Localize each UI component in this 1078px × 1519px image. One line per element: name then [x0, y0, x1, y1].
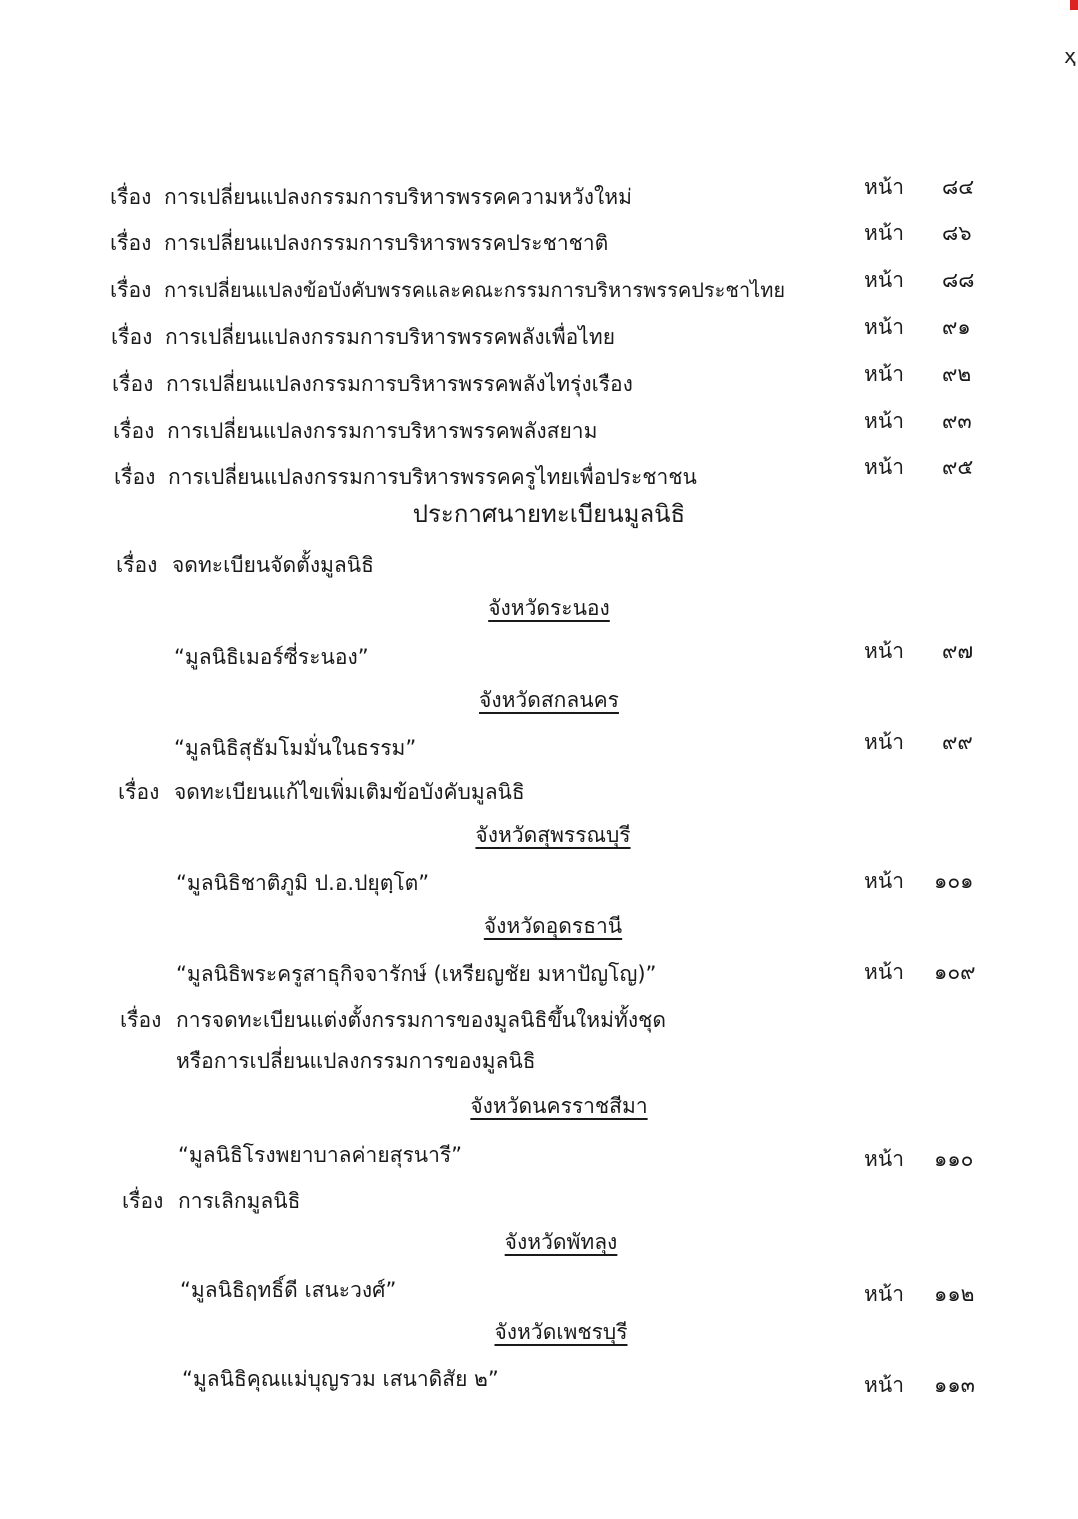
- page-number: ๘๔: [942, 175, 975, 199]
- notice-label: เรื่อง: [112, 372, 154, 396]
- page-number: ๘๘: [942, 268, 975, 292]
- entry-title: “มูลนิธิเมอร์ซี่ระนอง”: [174, 645, 369, 669]
- notice-title: การเปลี่ยนแปลงกรรมการบริหารพรรคประชาชาติ: [164, 231, 609, 255]
- page-label: หน้า: [864, 455, 904, 479]
- subject-row: [0, 548, 1078, 582]
- notice-label: เรื่อง: [110, 185, 152, 209]
- subject-row: [0, 1184, 1078, 1218]
- subject-label: เรื่อง: [118, 780, 160, 804]
- province-heading: [0, 1226, 1078, 1258]
- corner-mark: [1070, 0, 1078, 10]
- notice-label: เรื่อง: [110, 231, 152, 255]
- page-label: หน้า: [864, 730, 904, 754]
- entry-row: [0, 731, 1078, 765]
- entry-row: [0, 866, 1078, 900]
- province-name: จังหวัดอุดรธานี: [483, 914, 623, 938]
- notice-title: การเปลี่ยนแปลงกรรมการบริหารพรรคพลังสยาม: [167, 419, 598, 443]
- notice-row: [0, 221, 1078, 260]
- page-label: หน้า: [864, 869, 904, 893]
- province-name: จังหวัดระนอง: [488, 596, 610, 620]
- province-name: จังหวัดนครราชสีมา: [470, 1094, 648, 1118]
- subject-title: การเลิกมูลนิธิ: [178, 1189, 301, 1213]
- province-heading: [0, 819, 1078, 851]
- notice-title: การเปลี่ยนแปลงกรรมการบริหารพรรคความหวังใหม่: [164, 185, 632, 209]
- entry-row: [0, 1273, 1078, 1307]
- province-heading: [0, 684, 1078, 716]
- subject-title-continued: หรือการเปลี่ยนแปลงกรรมการของมูลนิธิ: [176, 1049, 536, 1073]
- page-number: ๑๑๒: [934, 1282, 975, 1306]
- page-label: หน้า: [864, 268, 904, 292]
- page-number: ๙๓: [942, 409, 972, 433]
- page-label: หน้า: [864, 315, 904, 339]
- entry-title: “มูลนิธิฤทธิ์ดี เสนะวงศ์”: [180, 1278, 397, 1302]
- subject-label: เรื่อง: [122, 1189, 164, 1213]
- page-number: ๑๐๙: [934, 960, 976, 984]
- province-heading: [0, 1090, 1078, 1122]
- notice-row: [0, 409, 1078, 448]
- entry-row: [0, 957, 1078, 991]
- province-heading: [0, 592, 1078, 624]
- notice-title: การเปลี่ยนแปลงข้อบังคับพรรคและคณะกรรมการบริหารพรรคประชาไทย: [164, 278, 786, 302]
- notice-row: [0, 362, 1078, 401]
- page-label: หน้า: [864, 1282, 904, 1306]
- page-label: หน้า: [864, 639, 904, 663]
- subject-row: [0, 775, 1078, 809]
- page-number: ๘๖: [942, 221, 972, 245]
- notice-row: [0, 315, 1078, 354]
- page-label: หน้า: [864, 409, 904, 433]
- province-heading: [0, 1316, 1078, 1348]
- province-name: จังหวัดสกลนคร: [479, 688, 619, 712]
- notice-row: [0, 268, 1078, 307]
- page-number: ๙๙: [942, 730, 973, 754]
- entry-title: “มูลนิธิโรงพยาบาลค่ายสุรนารี”: [178, 1143, 463, 1167]
- entry-row: [0, 1362, 1078, 1396]
- notice-title: การเปลี่ยนแปลงกรรมการบริหารพรรคครูไทยเพื่อประชาชน: [168, 465, 697, 489]
- section-heading: ประกาศนายทะเบียนมูลนิธิ: [412, 500, 686, 528]
- notice-label: เรื่อง: [114, 465, 156, 489]
- page-number: ๑๐๑: [934, 869, 974, 893]
- notice-row: [0, 175, 1078, 214]
- notice-row: [0, 455, 1078, 494]
- subject-title: จดทะเบียนจัดตั้งมูลนิธิ: [172, 553, 374, 577]
- page-label: หน้า: [864, 960, 904, 984]
- page-number: ๑๑๐: [934, 1147, 974, 1171]
- page-label: หน้า: [864, 1373, 904, 1397]
- entry-title: “มูลนิธิสุธัมโมมั่นในธรรม”: [174, 736, 417, 760]
- page-number: ๙๑: [942, 315, 971, 339]
- subject-label: เรื่อง: [116, 553, 158, 577]
- entry-title: “มูลนิธิพระครูสาธุกิจจารักษ์ (เหรียญชัย มหาปัญโญ)”: [176, 962, 657, 986]
- page-number: ๙๒: [942, 362, 972, 386]
- notice-title: การเปลี่ยนแปลงกรรมการบริหารพรรคพลังไทรุ่งเรือง: [166, 372, 633, 396]
- page-label: หน้า: [864, 1147, 904, 1171]
- subject-row: [0, 1003, 1078, 1037]
- page-number: ๑๑๓: [934, 1373, 976, 1397]
- page-number: ๙๕: [942, 455, 974, 479]
- notice-label: เรื่อง: [113, 419, 155, 443]
- notice-title: การเปลี่ยนแปลงกรรมการบริหารพรรคพลังเพื่อไทย: [165, 325, 615, 349]
- entry-title: “มูลนิธิคุณแม่บุญรวม เสนาดิสัย ๒”: [182, 1367, 499, 1391]
- corner-glyph-icon: ҳ: [1064, 44, 1076, 68]
- entry-row: [0, 1138, 1078, 1172]
- page-number: ๙๗: [942, 639, 974, 663]
- province-name: จังหวัดพัทลุง: [504, 1230, 618, 1254]
- subject-title: จดทะเบียนแก้ไขเพิ่มเติมข้อบังคับมูลนิธิ: [174, 780, 525, 804]
- entry-title: “มูลนิธิชาติภูมิ ป.อ.ปยุตฺโต”: [176, 871, 430, 895]
- province-heading: [0, 910, 1078, 942]
- subject-label: เรื่อง: [120, 1008, 162, 1032]
- subject-title: การจดทะเบียนแต่งตั้งกรรมการของมูลนิธิขึ้นใหม่ทั้งชุด: [176, 1008, 666, 1032]
- page-label: หน้า: [864, 175, 904, 199]
- page-label: หน้า: [864, 221, 904, 245]
- province-name: จังหวัดเพชรบุรี: [494, 1320, 628, 1344]
- subject-continuation-row: [0, 1044, 1078, 1078]
- entry-row: [0, 640, 1078, 674]
- notice-label: เรื่อง: [111, 325, 153, 349]
- notice-label: เรื่อง: [110, 278, 152, 302]
- province-name: จังหวัดสุพรรณบุรี: [475, 823, 631, 847]
- page-label: หน้า: [864, 362, 904, 386]
